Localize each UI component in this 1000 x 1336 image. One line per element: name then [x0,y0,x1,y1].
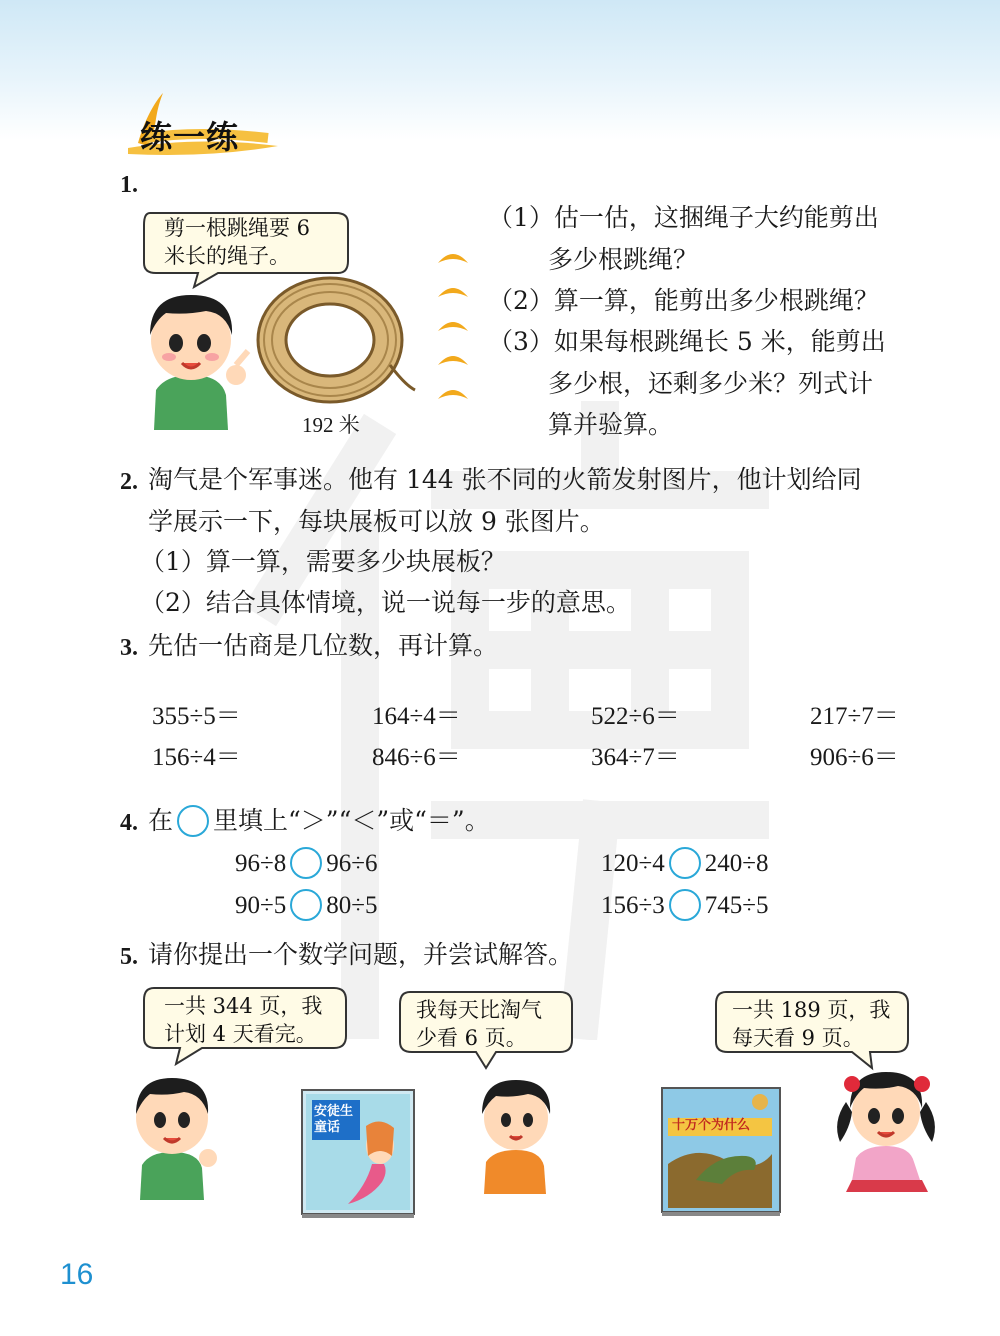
q1-sub3-line1: （3）如果每根跳绳长 5 米，能剪出 [488,327,886,356]
compare-right: 240÷8 [704,850,769,877]
q3-expr: 364÷7＝ [591,744,680,771]
q4-instruction [148,801,490,841]
compare-left: 96÷8 [235,850,287,877]
compare-circle[interactable] [669,847,701,879]
compare-item [235,850,377,879]
book-hundred-thousand-whys-title: 十万个为什么 [672,1118,751,1133]
q1-bubble-text: 剪一根跳绳要 6 米长的绳子。 [164,216,311,268]
q3-expr: 906÷6＝ [810,744,899,771]
q3-expr: 164÷4＝ [372,703,461,730]
compare-circle[interactable] [669,889,701,921]
q3-expr: 522÷6＝ [591,703,680,730]
compare-right: 96÷6 [326,850,378,877]
page-number: 16 [60,1258,94,1291]
q5-number: 5. [120,944,138,970]
rope-coil-illustration [250,270,420,410]
q2-line1: 淘气是个军事迷。他有 144 张不同的火箭发射图片，他计划给同 [148,465,862,494]
q1-sub1-line1: （1）估一估，这捆绳子大约能剪出 [488,203,879,232]
q3-expr: 217÷7＝ [810,703,899,730]
q5-bubble-2-text: 我每天比淘气 少看 6 页。 [416,998,542,1050]
q2-sub2: （2）结合具体情境，说一说每一步的意思。 [140,588,631,617]
leaf-markers [436,245,470,405]
compare-item [601,892,768,921]
compare-circle[interactable] [290,847,322,879]
q1-sub3-line3: 算并验算。 [548,410,674,439]
section-title: 练一练 [140,118,240,156]
q2-sub1: （1）算一算，需要多少块展板？ [140,547,506,576]
boy-pointing-illustration [136,285,256,430]
compare-circle-sample [177,805,209,837]
boy-peace-illustration [124,1070,224,1200]
compare-circle[interactable] [290,889,322,921]
q3-expr: 355÷5＝ [152,703,241,730]
rope-length-label: 192 米 [302,413,360,437]
compare-right: 80÷5 [326,892,378,919]
compare-item [235,892,377,921]
compare-left: 90÷5 [235,892,287,919]
girl-pigtails-illustration [832,1062,942,1192]
q3-expr: 846÷6＝ [372,744,461,771]
q4-number: 4. [120,810,138,836]
q1-sub2: （2）算一算，能剪出多少根跳绳？ [488,286,879,315]
q5-text: 请你提出一个数学问题，并尝试解答。 [148,940,574,969]
q1-sub3-line2: 多少根，还剩多少米？列式计 [548,369,874,398]
book-andersen-title: 安徒生童话 [314,1104,354,1135]
q3-number: 3. [120,635,138,661]
q3-expr: 156÷4＝ [152,744,241,771]
q2-line2: 学展示一下，每块展板可以放 9 张图片。 [148,507,605,536]
q3-text: 先估一估商是几位数，再计算。 [148,631,499,660]
q4-text-after: 里填上“＞”“＜”或“＝”。 [213,806,490,835]
q1-number: 1. [120,172,138,198]
child-arms-crossed-illustration [472,1074,562,1194]
q2-number: 2. [120,469,138,495]
compare-item [601,850,768,879]
compare-left: 120÷4 [601,850,665,877]
q4-text-before: 在 [148,806,174,835]
book-hundred-thousand-whys-illustration [656,1084,786,1218]
q1-sub1-line2: 多少根跳绳？ [548,245,699,274]
compare-right: 745÷5 [704,892,769,919]
compare-left: 156÷3 [601,892,665,919]
q5-bubble-1-text: 一共 344 页，我 计划 4 天看完。 [164,994,323,1046]
q5-bubble-3-text: 一共 189 页，我 每天看 9 页。 [732,998,891,1050]
